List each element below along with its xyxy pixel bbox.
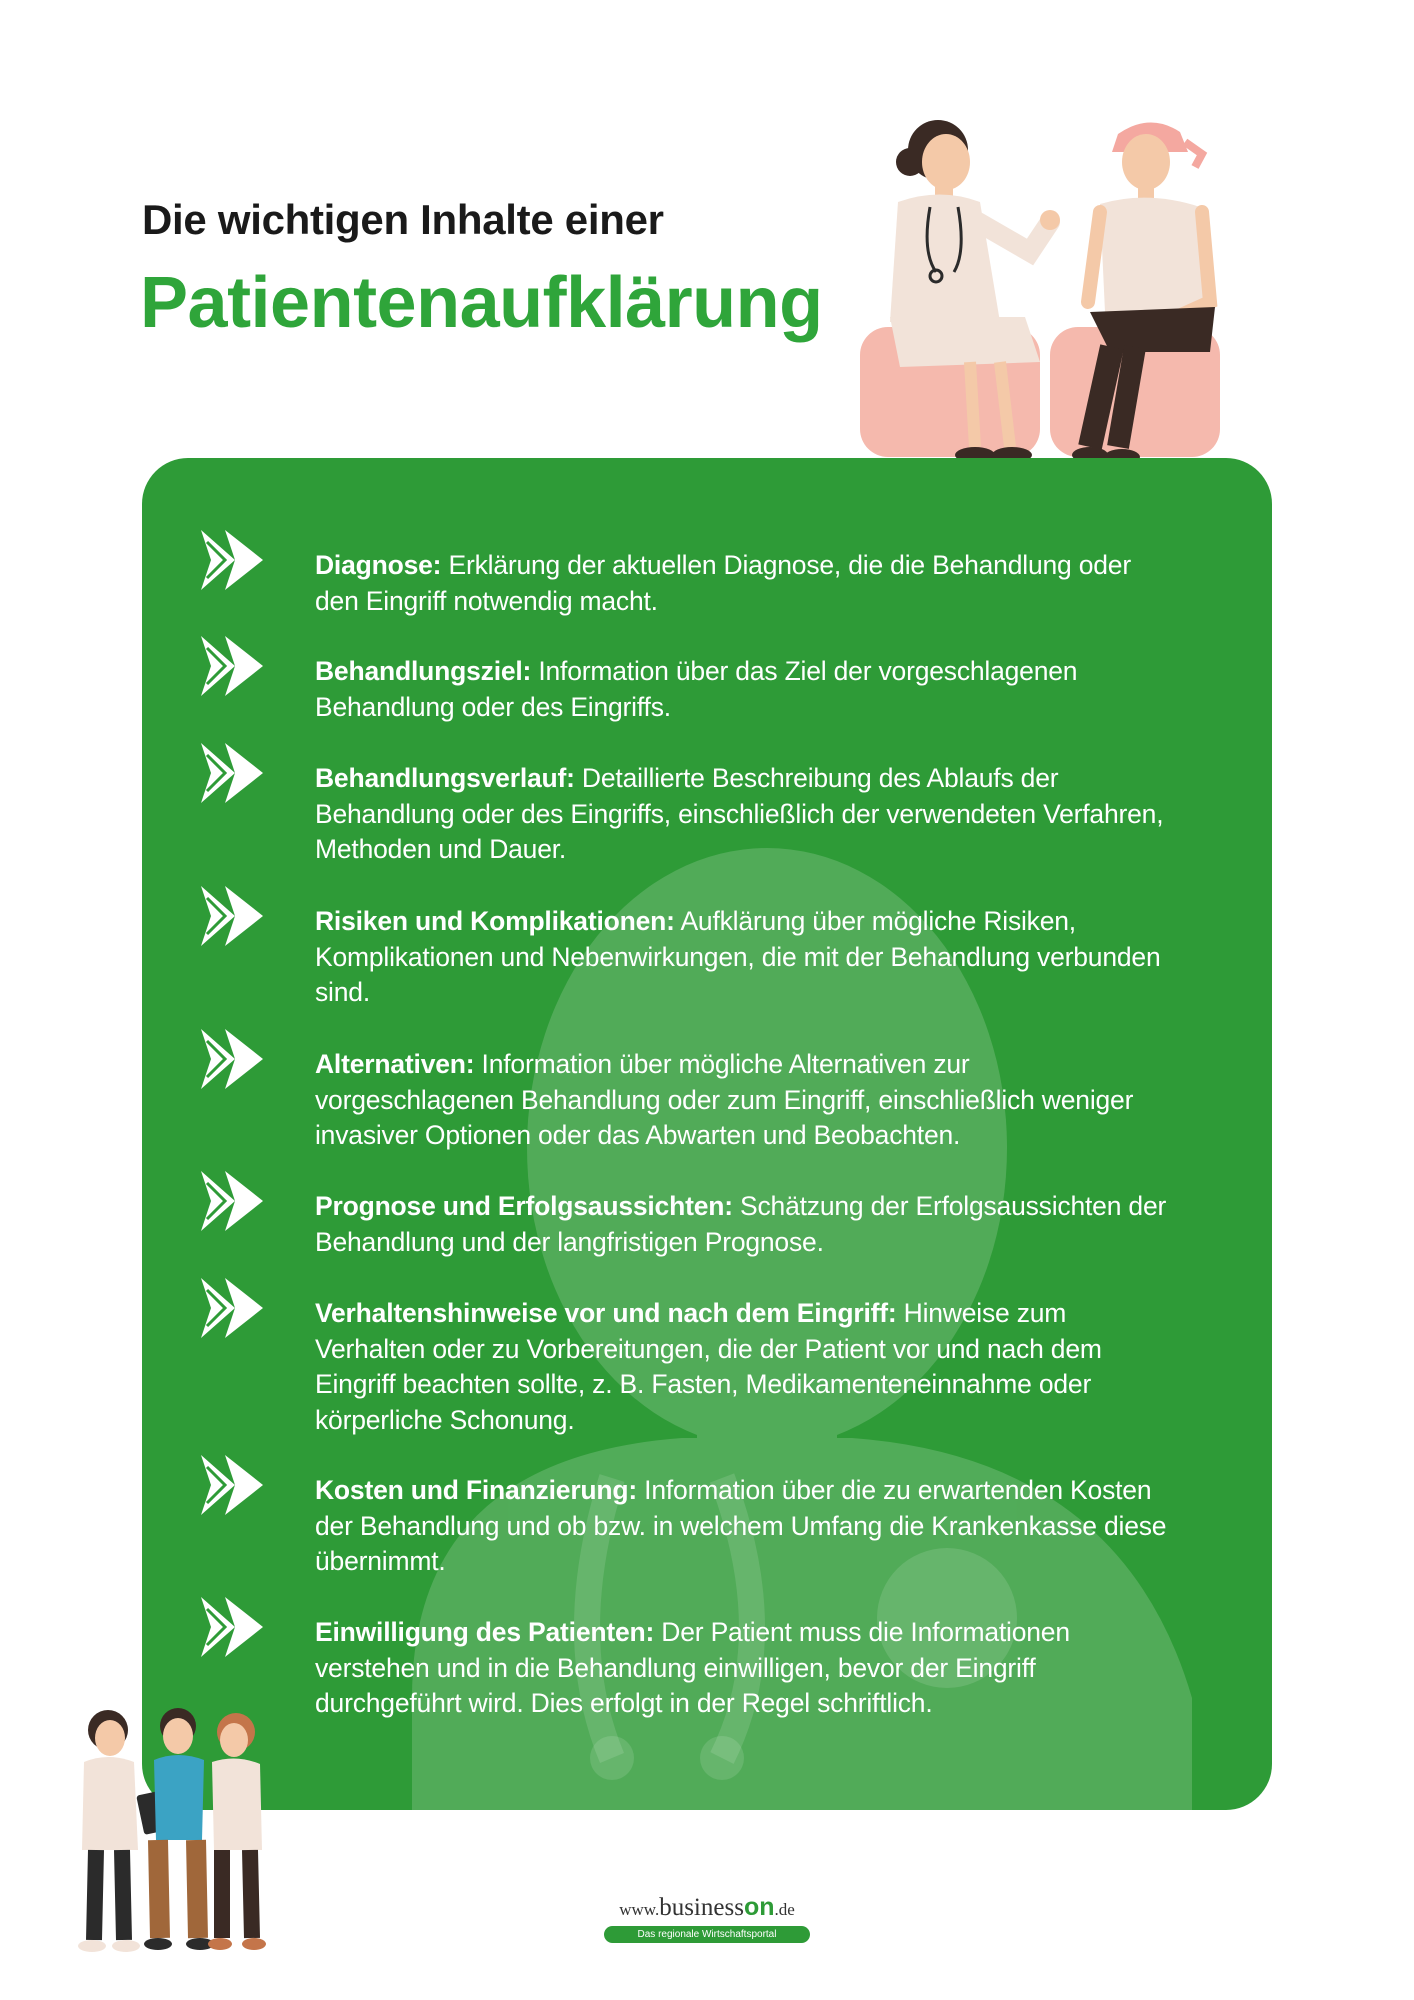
list-item-text xyxy=(315,548,1175,619)
double-chevron-right-icon xyxy=(197,524,269,596)
logo-tagline: Das regionale Wirtschaftsportal xyxy=(604,1926,810,1943)
double-chevron-right-icon xyxy=(197,1023,269,1095)
double-chevron-right-icon xyxy=(197,1591,269,1663)
brand-logo xyxy=(604,1893,810,1949)
logo-de: .de xyxy=(774,1900,795,1919)
list-item-label: Diagnose: xyxy=(315,550,442,580)
logo-business: business xyxy=(659,1894,744,1921)
double-chevron-right-icon xyxy=(197,737,269,809)
list-item-text xyxy=(315,904,1175,1011)
list-item-description: Detaillierte Beschreibung des Ablaufs der Behandlung oder des Eingriffs, einschließlich der verwendeten Verfahren, Methoden und Dauer. xyxy=(315,763,1164,864)
double-chevron-right-icon xyxy=(197,1272,269,1344)
list-item-label: Einwilligung des Patienten: xyxy=(315,1617,655,1647)
list-item-description: Information über das Ziel der vorgeschlagenen Behandlung oder des Eingriffs. xyxy=(315,656,1078,722)
double-chevron-right-icon xyxy=(197,880,269,952)
list-item-text xyxy=(315,1189,1175,1260)
list-item-label: Kosten und Finanzierung: xyxy=(315,1475,638,1505)
people-group-illustration xyxy=(66,1700,286,1960)
doctor-patient-illustration xyxy=(850,112,1250,492)
list-item-text xyxy=(315,1473,1175,1580)
content-card xyxy=(142,458,1272,1810)
list-item-description: Der Patient muss die Informationen verstehen und in die Behandlung einwilligen, bevor der Eingriff durchgeführt wird. Dies erfolgt in der Regel schriftlich. xyxy=(315,1617,1070,1718)
list-item-description: Information über mögliche Alternativen zur vorgeschlagenen Behandlung oder zum Eingriff, einschließlich weniger invasiver Optionen oder das Abwarten und Beobachten. xyxy=(315,1049,1134,1150)
list-item-description: Erklärung der aktuellen Diagnose, die die Behandlung oder den Eingriff notwendig macht. xyxy=(315,550,1131,616)
list-item-description: Schätzung der Erfolgsaussichten der Behandlung und der langfristigen Prognose. xyxy=(315,1191,1167,1257)
list-item-description: Hinweise zum Verhalten oder zu Vorbereitungen, die der Patient vor und nach dem Eingriff beachten sollte, z. B. Fasten, Medikamenteneinnahme oder körperliche Schonung. xyxy=(315,1298,1102,1435)
list-item-label: Risiken und Komplikationen: xyxy=(315,906,675,936)
list-item-label: Verhaltenshinweise vor und nach dem Eingriff: xyxy=(315,1298,897,1328)
list-item-text xyxy=(315,1296,1175,1438)
list-item-label: Behandlungsziel: xyxy=(315,656,532,686)
list-item-label: Prognose und Erfolgsaussichten: xyxy=(315,1191,733,1221)
double-chevron-right-icon xyxy=(197,1449,269,1521)
list-item-text xyxy=(315,1615,1175,1722)
list-item-label: Behandlungsverlauf: xyxy=(315,763,575,793)
list-item-description: Aufklärung über mögliche Risiken, Komplikationen und Nebenwirkungen, die mit der Behandlung verbunden sind. xyxy=(315,906,1161,1007)
list-item-text xyxy=(315,654,1175,725)
list-item-description: Information über die zu erwartenden Kosten der Behandlung und ob bzw. in welchem Umfang die Krankenkasse diese übernimmt. xyxy=(315,1475,1167,1576)
logo-www: www. xyxy=(619,1900,660,1919)
info-list xyxy=(142,458,1272,1810)
double-chevron-right-icon xyxy=(197,630,269,702)
logo-on: on xyxy=(743,1893,775,1921)
logo-wordmark xyxy=(604,1893,810,1922)
page-title-line1: Die wichtigen Inhalte einer xyxy=(142,196,664,243)
list-item-label: Alternativen: xyxy=(315,1049,475,1079)
double-chevron-right-icon xyxy=(197,1165,269,1237)
list-item-text xyxy=(315,761,1175,868)
list-item-text xyxy=(315,1047,1175,1154)
page-title-line2: Patientenaufklärung xyxy=(140,263,823,343)
